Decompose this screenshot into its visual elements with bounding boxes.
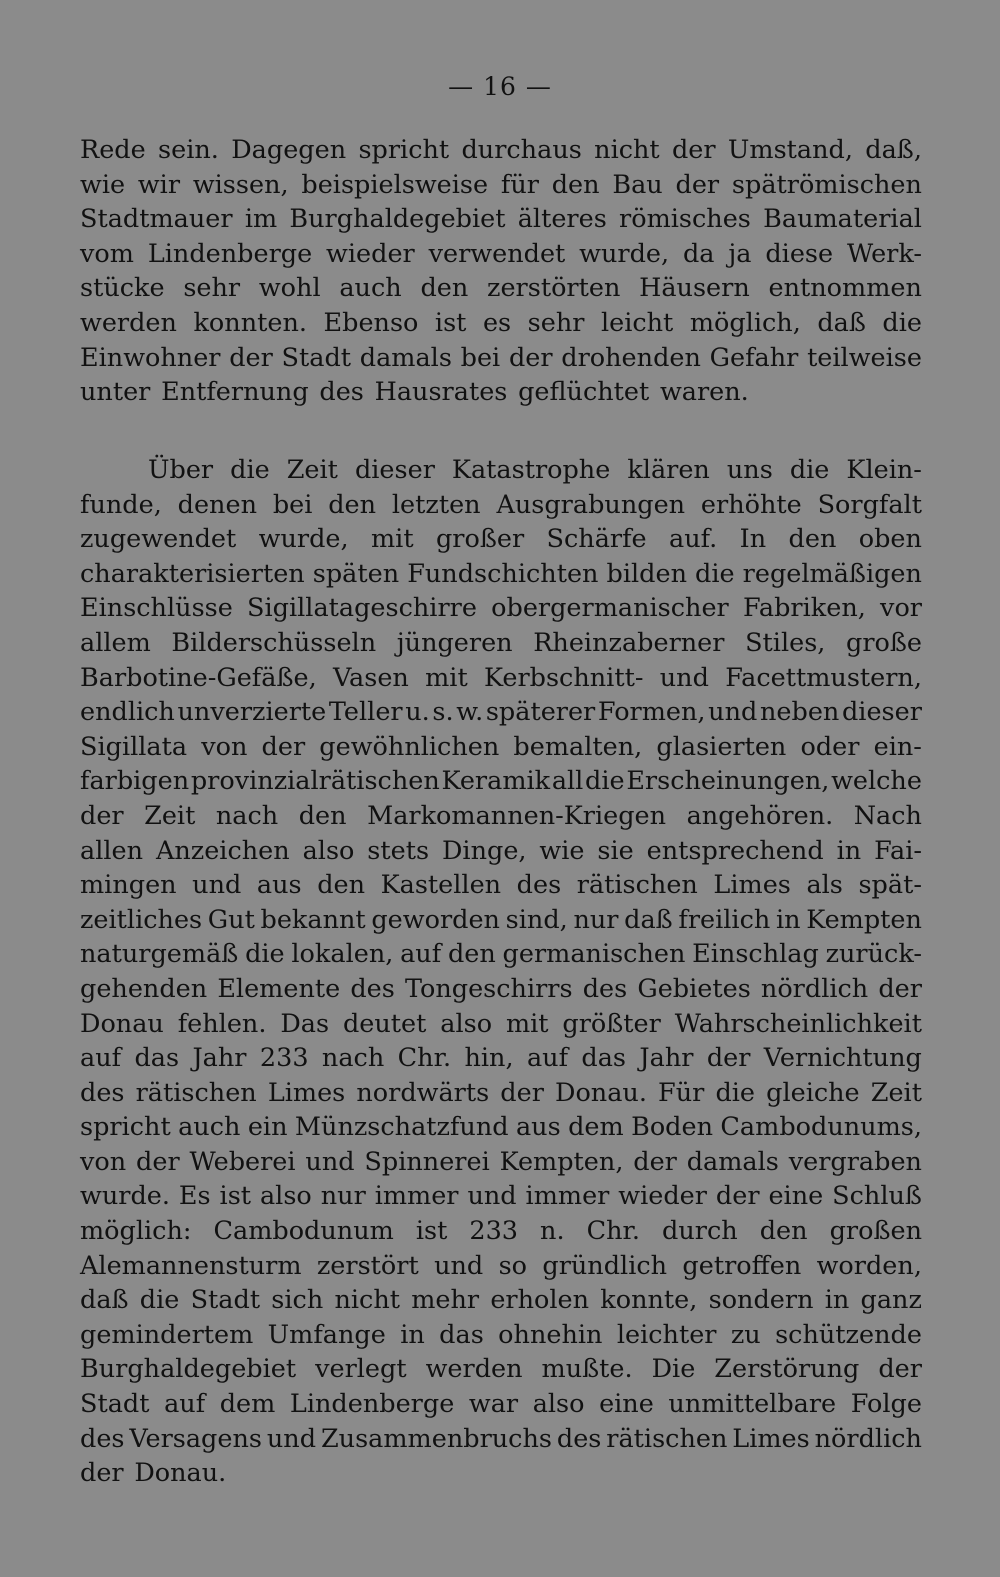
- text-line: der Zeit nach den Markomannen-Kriegen angehören. Nach: [80, 800, 922, 831]
- text-line: möglich: Cambodunum ist 233 n. Chr. durch den großen: [80, 1216, 922, 1247]
- text-line: spricht auch ein Münzschatzfund aus dem Boden Cambodunums,: [80, 1112, 922, 1143]
- paragraph-2: [80, 453, 922, 1491]
- text-line: Einschlüsse Sigillatageschirre obergermanischer Fabriken, vor: [80, 593, 922, 624]
- text-line: der Donau.: [80, 1458, 227, 1489]
- text-line: zugewendet wurde, mit großer Schärfe auf. In den oben: [80, 524, 922, 555]
- text-line: farbigen provinzialrätischen Keramik all die Erscheinungen, welche: [80, 766, 922, 797]
- text-line: Stadtmauer im Burghaldegebiet älteres römisches Baumaterial: [80, 204, 922, 235]
- text-line: unter Entfernung des Hausrates geflüchtet waren.: [80, 377, 749, 408]
- text-line: Burghaldegebiet verlegt werden mußte. Die Zerstörung der: [80, 1354, 922, 1385]
- paragraph-1: [80, 133, 922, 410]
- text-line: allem Bilderschüsseln jüngeren Rheinzaberner Stiles, große: [80, 627, 922, 658]
- text-line: Alemannensturm zerstört und so gründlich getroffen worden,: [80, 1250, 922, 1281]
- text-line: des Versagens und Zusammenbruchs des rätischen Limes nördlich: [80, 1423, 922, 1454]
- text-line: charakterisierten späten Fundschichten bilden die regelmäßigen: [80, 558, 922, 589]
- text-line: vom Lindenberge wieder verwendet wurde, da ja diese Werk-: [80, 238, 922, 269]
- text-line: Über die Zeit dieser Katastrophe klären uns die Klein-: [148, 455, 922, 485]
- text-line: wie wir wissen, beispielsweise für den Bau der spätrömischen: [80, 169, 922, 200]
- text-line: gemindertem Umfange in das ohnehin leichter zu schützende: [80, 1319, 922, 1350]
- text-line: wurde. Es ist also nur immer und immer wieder der eine Schluß: [80, 1181, 922, 1212]
- text-line: stücke sehr wohl auch den zerstörten Häusern entnommen: [80, 273, 922, 304]
- text-line: des rätischen Limes nordwärts der Donau. Für die gleiche Zeit: [80, 1077, 922, 1108]
- text-line: naturgemäß die lokalen, auf den germanischen Einschlag zurück-: [80, 939, 922, 970]
- text-line: Barbotine-Gefäße, Vasen mit Kerbschnitt- und Facettmustern,: [80, 662, 922, 693]
- text-line: Sigillata von der gewöhnlichen bemalten, glasierten oder ein-: [80, 731, 922, 762]
- text-line: funde, denen bei den letzten Ausgrabungen erhöhte Sorgfalt: [80, 489, 922, 520]
- text-line: auf das Jahr 233 nach Chr. hin, auf das Jahr der Vernichtung: [80, 1043, 922, 1074]
- page-number: — 16 —: [448, 72, 552, 101]
- text-line: Donau fehlen. Das deutet also mit größter Wahrscheinlichkeit: [80, 1008, 922, 1039]
- text-line: Einwohner der Stadt damals bei der drohenden Gefahr teilweise: [80, 342, 922, 373]
- text-line: Stadt auf dem Lindenberge war also eine unmittelbare Folge: [80, 1389, 922, 1420]
- text-line: zeitliches Gut bekannt geworden sind, nur daß freilich in Kempten: [80, 904, 922, 935]
- text-line: von der Weberei und Spinnerei Kempten, der damals vergraben: [80, 1146, 922, 1177]
- text-line: daß die Stadt sich nicht mehr erholen konnte, sondern in ganz: [80, 1285, 922, 1316]
- text-line: gehenden Elemente des Tongeschirrs des Gebietes nördlich der: [80, 973, 922, 1004]
- text-line: allen Anzeichen also stets Dinge, wie sie entsprechend in Fai-: [80, 835, 922, 866]
- text-line: Rede sein. Dagegen spricht durchaus nicht der Umstand, daß,: [80, 135, 922, 165]
- text-line: mingen und aus den Kastellen des rätischen Limes als spät-: [80, 870, 922, 901]
- text-line: endlich unverzierte Teller u. s. w. späterer Formen, und neben dieser: [80, 697, 922, 728]
- text-line: werden konnten. Ebenso ist es sehr leicht möglich, daß die: [80, 307, 922, 338]
